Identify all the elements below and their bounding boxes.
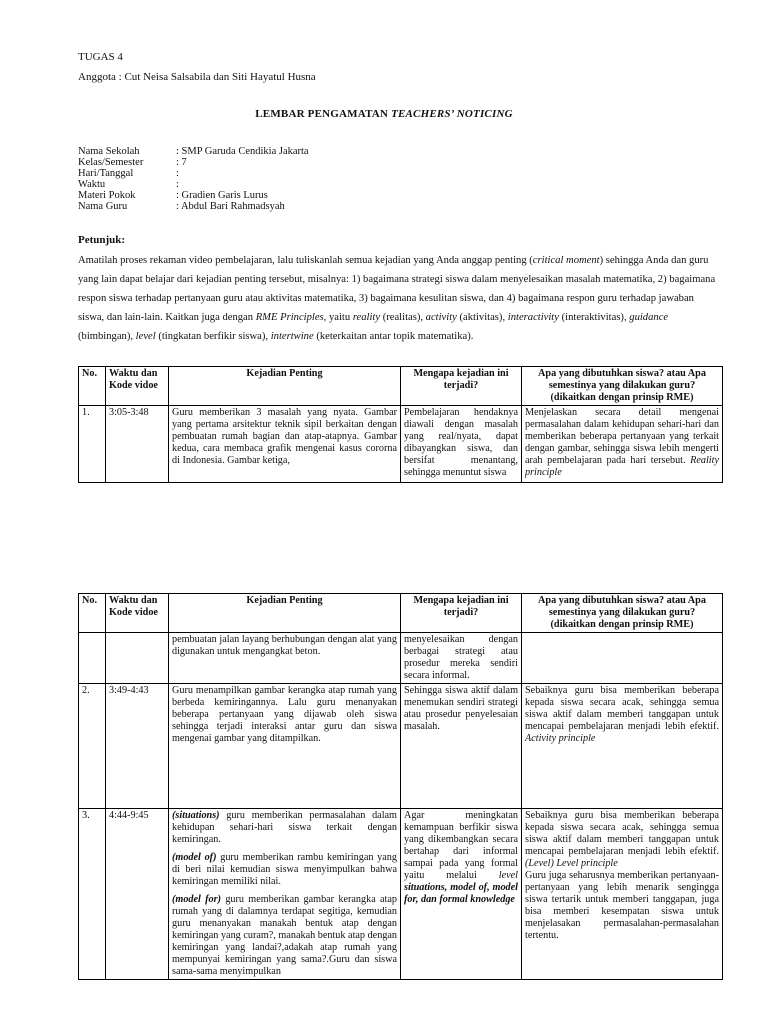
row-apa: Sebaiknya guru bisa memberikan beberapa kepada siswa secara acak, sehingga semua siswa aktif dalam memberi tanggapan untuk mencapai pembelajaran menjadi lebih efektif. Activity principle: [522, 684, 723, 809]
situations-paragraph: (situations) guru memberikan permasalahan dalam kehidupan sehari-hari siswa terkait dengan kemiringan.: [172, 810, 397, 845]
info-value: : 7: [176, 157, 187, 168]
info-key: Hari/Tanggal: [78, 168, 134, 179]
table-row: [79, 406, 723, 483]
row-mengapa: menyelesaikan dengan berbagai strategi atau prosedur mereka sendiri secara informal.: [401, 633, 522, 684]
header-apa: Apa yang dibutuhkan siswa? atau Apa semestinya yang dilakukan guru? (dikaitkan dengan prinsip RME): [522, 594, 723, 633]
row-kejadian: Guru menampilkan gambar kerangka atap rumah yang berbeda kemiringannya. Lalu guru menanyakan beberapa pertanyaan yang dijawab oleh siswa sehingga terjadi interaksi antar guru dan siswa mengenai gambar yang ditampilkan.: [169, 684, 401, 809]
row-number: 3.: [79, 809, 106, 980]
info-key: Nama Guru: [78, 201, 128, 212]
row-mengapa: Pembelajaran hendaknya diawali dengan masalah yang real/nyata, dapat dibayangkan siswa, dan bersifat menantang, sehingga menuntut siswa: [401, 406, 522, 483]
observation-table-2: [78, 593, 723, 980]
row-mengapa: Agar meningkatan kemampuan berfikir siswa yang dikembangkan secara bertahap dari informal sampai pada yang formal yaitu melalui level situations, model of, model for, dan formal knowledge: [401, 809, 522, 980]
model-for-paragraph: (model for) guru memberikan gambar kerangka atap rumah yang di dalamnya terdapat segitiga, kemudian guru menanyakan manakah bentuk atap dengan kemiringan yang curam?, manakah bentuk atap dengan kemiringan yang landai?,adakah atap rumah yang mempunyai kemiringan yang sama?.Guru dan siswa sama-sama menyimpulkan: [172, 894, 397, 977]
row-number: 2.: [79, 684, 106, 809]
rme-principle: Reality principle: [525, 455, 719, 478]
table-row: [79, 684, 723, 809]
assignment-label: TUGAS 4: [78, 51, 123, 63]
header-no: No.: [79, 594, 106, 633]
title-text: LEMBAR PENGAMATAN: [255, 108, 392, 120]
identity-info: [78, 146, 309, 212]
page-title: [0, 108, 768, 120]
header-mengapa: Mengapa kejadian ini terjadi?: [401, 367, 522, 406]
table-row: [79, 633, 723, 684]
info-value: :: [176, 168, 179, 179]
info-key: Nama Sekolah: [78, 146, 140, 157]
header-waktu: Waktu dan Kode vidoe: [106, 594, 169, 633]
table-row: [79, 809, 723, 980]
instructions-paragraph: Amatilah proses rekaman video pembelajaran, lalu tuliskanlah semua kejadian yang Anda anggap penting (critical moment) sehingga Anda dan guru yang lain dapat belajar dari kejadian penting tersebut, misalnya: 1) bagaimana strategi siswa dalam menyelesaikan masalah matematika, 2) bagaimana respon siswa terhadap pertanyaan guru atau aktivitas matematika, 3) bagaimana kesulitan siswa, dan 4) bagaimana respon guru terhadap jawaban siswa, dan lain-lain. Kaitkan juga dengan RME Principles, yaitu reality (realitas), activity (aktivitas), interactivity (interaktivitas), guidance (bimbingan), level (tingkatan berfikir siswa), intertwine (keterkaitan antar topik matematika).: [78, 255, 716, 342]
info-value: : SMP Garuda Cendikia Jakarta: [176, 146, 309, 157]
row-kejadian: [169, 809, 401, 980]
info-value: : Abdul Bari Rahmadsyah: [176, 201, 285, 212]
row-number: 1.: [79, 406, 106, 483]
table-header-row: [79, 594, 723, 633]
row-apa: Menjelaskan secara detail mengenai permasalahan dalam kehidupan sehari-hari dan memberikan beberapa pertanyaan yang terkait dengan gambar, sehingga siswa lebih mengerti arah pembelajaran pada hari tersebut. Reality principle: [522, 406, 723, 483]
header-no: No.: [79, 367, 106, 406]
row-time: 3:49-4:43: [106, 684, 169, 809]
row-apa-extra: Guru juga seharusnya memberikan pertanyaan-pertanyaan yang lebih menarik sengingga siswa tertarik untuk memberi tanggapan, juga bisa memberi kesempatan siswa untuk menjelasakan permasalahan-permasalahan tertentu.: [525, 870, 719, 941]
info-value: : Gradien Garis Lurus: [176, 190, 268, 201]
rme-principle: Activity principle: [525, 733, 596, 744]
row-kejadian: Guru memberikan 3 masalah yang nyata. Gambar yang pertama arsitektur teknik sipil berkaitan dengan pembuatan rumah bagian dan atap-atapnya. Gambar kedua, cara membaca grafik mengenai kasus cororna di Indonesia. Gambar ketiga,: [169, 406, 401, 483]
info-key: Kelas/Semester: [78, 157, 144, 168]
title-italic: TEACHERS’ NOTICING: [391, 108, 513, 120]
header-kejadian: Kejadian Penting: [169, 367, 401, 406]
members-line: Anggota : Cut Neisa Salsabila dan Siti Hayatul Husna: [78, 71, 316, 83]
row-mengapa: Sehingga siswa aktif dalam menemukan sendiri strategi atau prosedur penyelesaian masalah.: [401, 684, 522, 809]
header-mengapa: Mengapa kejadian ini terjadi?: [401, 594, 522, 633]
info-value: :: [176, 179, 179, 190]
header-apa: Apa yang dibutuhkan siswa? atau Apa semestinya yang dilakukan guru? (dikaitkan dengan prinsip RME): [522, 367, 723, 406]
row-time: 3:05-3:48: [106, 406, 169, 483]
header-waktu: Waktu dan Kode vidoe: [106, 367, 169, 406]
model-of-paragraph: (model of) guru memberikan rambu kemiringan yang di beri nilai kemudian siswa menyimpulkan bahwa kemiringan memiliki nilai.: [172, 852, 397, 887]
row-apa: Sebaiknya guru bisa memberikan beberapa kepada siswa secara acak, sehingga semua siswa aktif dalam memberi tanggapan untuk mencapai pembelajaran menjadi lebih efektif. (Level) Level principle Guru juga seharusnya memberikan pertanyaan-pertanyaan yang lebih menarik sengingga siswa tertarik untuk memberi tanggapan, juga bisa memberi kesempatan siswa untuk menjelasakan permasalahan-permasalahan tertentu.: [522, 809, 723, 980]
info-key: Materi Pokok: [78, 190, 136, 201]
header-kejadian: Kejadian Penting: [169, 594, 401, 633]
table-header-row: [79, 367, 723, 406]
instructions-heading: Petunjuk:: [78, 234, 126, 246]
info-key: Waktu: [78, 179, 106, 190]
row-kejadian: pembuatan jalan layang berhubungan dengan alat yang digunakan untuk mengangkat beton.: [169, 633, 401, 684]
row-time: 4:44-9:45: [106, 809, 169, 980]
observation-table-1: [78, 366, 723, 483]
rme-principle: (Level) Level principle: [525, 858, 618, 869]
